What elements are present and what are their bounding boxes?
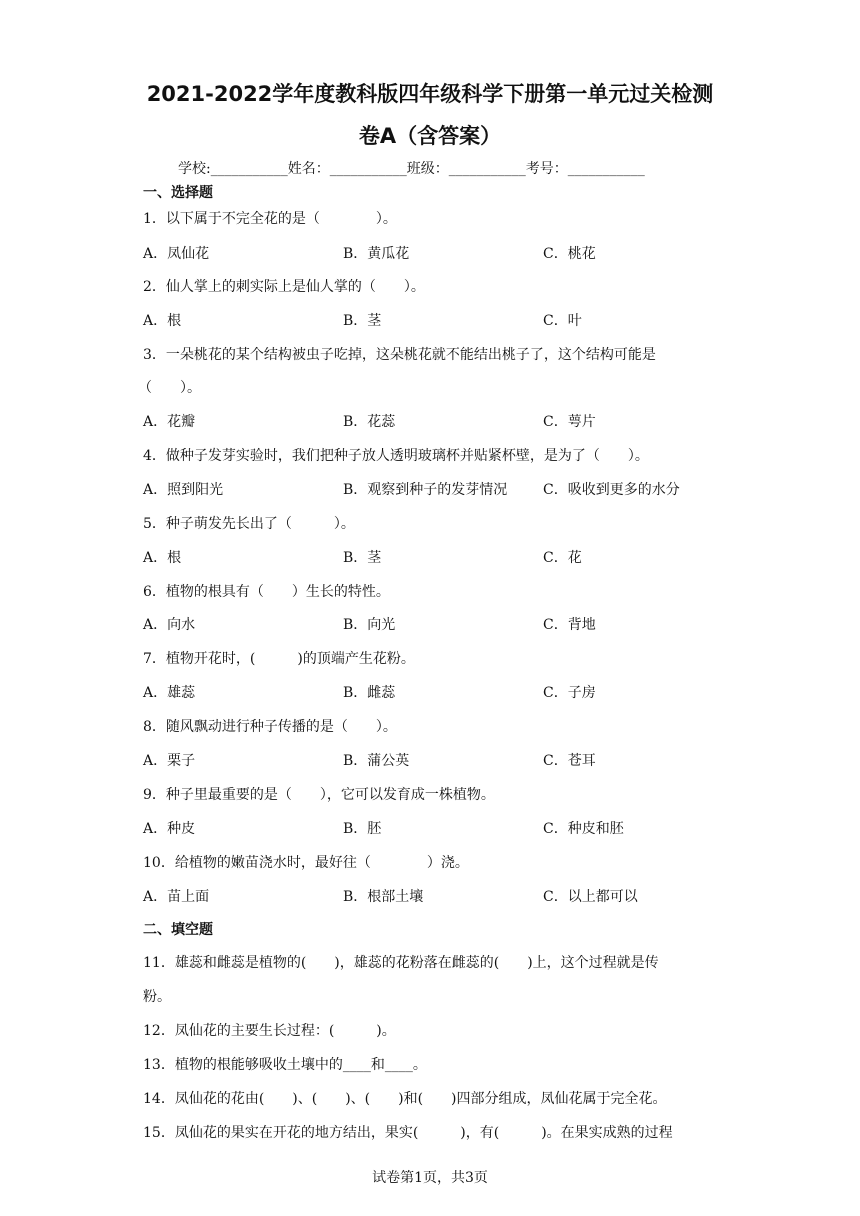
question-7-option-c: C．子房: [543, 685, 596, 701]
question-10-option-a: A．苗上面: [143, 889, 210, 905]
question-8-option-b: B．蒲公英: [343, 753, 410, 769]
page-footer: 试卷第1页，共3页: [372, 1170, 488, 1186]
question-3: 3．一朵桃花的某个结构被虫子吃掉，这朵桃花就不能结出桃子了，这个结构可能是: [143, 347, 656, 363]
question-3-continuation: （ ）。: [138, 380, 201, 396]
question-12: 12．凤仙花的主要生长过程：( )。: [143, 1023, 396, 1039]
question-9-option-a: A．种皮: [143, 821, 196, 837]
question-7: 7．植物开花时，( )的顶端产生花粉。: [143, 651, 415, 667]
question-6-option-c: C．背地: [543, 617, 596, 633]
question-6-option-b: B．向光: [343, 617, 396, 633]
question-8-option-a: A．栗子: [143, 753, 196, 769]
question-2-option-a: A．根: [143, 313, 182, 329]
question-11: 11．雄蕊和雌蕊是植物的( )，雄蕊的花粉落在雌蕊的( )上，这个过程就是传: [143, 955, 659, 971]
question-1-option-a: A．凤仙花: [143, 246, 210, 262]
question-8: 8．随风飘动进行种子传播的是（ ）。: [143, 719, 397, 735]
question-3-option-b: B．花蕊: [343, 414, 396, 430]
question-9-option-b: B．胚: [343, 821, 382, 837]
question-2-option-b: B．茎: [343, 313, 382, 329]
question-11-continuation: 粉。: [143, 989, 171, 1005]
question-10-option-c: C．以上都可以: [543, 889, 638, 905]
question-3-option-a: A．花瓣: [143, 414, 196, 430]
question-2-option-c: C．叶: [543, 313, 582, 329]
question-5: 5．种子萌发先长出了（ ）。: [143, 516, 355, 532]
question-5-option-a: A．根: [143, 550, 182, 566]
question-6-option-a: A．向水: [143, 617, 196, 633]
question-2: 2．仙人掌上的刺实际上是仙人掌的（ ）。: [143, 279, 425, 295]
student-info-line: 学校:___________姓名：___________班级：___________考号：___________: [178, 161, 645, 177]
section-heading-choice: 一、选择题: [143, 185, 213, 201]
question-3-option-c: C．萼片: [543, 414, 596, 430]
question-5-option-c: C．花: [543, 550, 582, 566]
exam-title-line1: 2021-2022学年度教科版四年级科学下册第一单元过关检测: [146, 82, 714, 106]
question-4-option-c: C．吸收到更多的水分: [543, 482, 680, 498]
question-14: 14．凤仙花的花由( )、( )、( )和( )四部分组成，凤仙花属于完全花。: [143, 1091, 667, 1107]
question-15: 15．凤仙花的果实在开花的地方结出，果实( )，有( )。在果实成熟的过程: [143, 1125, 673, 1141]
section-heading-fill: 二、填空题: [143, 922, 213, 938]
question-1: 1．以下属于不完全花的是（ ）。: [143, 211, 397, 227]
question-10-option-b: B．根部土壤: [343, 889, 424, 905]
question-7-option-b: B．雌蕊: [343, 685, 396, 701]
question-1-option-b: B．黄瓜花: [343, 246, 410, 262]
question-4-option-b: B．观察到种子的发芽情况: [343, 482, 508, 498]
exam-title-line2: 卷A（含答案）: [358, 124, 502, 148]
question-13: 13．植物的根能够吸收土壤中的____和____。: [143, 1057, 427, 1073]
question-5-option-b: B．茎: [343, 550, 382, 566]
question-1-option-c: C．桃花: [543, 246, 596, 262]
question-6: 6．植物的根具有（ ）生长的特性。: [143, 584, 390, 600]
question-4-option-a: A．照到阳光: [143, 482, 224, 498]
question-9: 9．种子里最重要的是（ ），它可以发育成一株植物。: [143, 787, 495, 803]
question-7-option-a: A．雄蕊: [143, 685, 196, 701]
question-8-option-c: C．苍耳: [543, 753, 596, 769]
question-10: 10．给植物的嫩苗浇水时，最好往（ ）浇。: [143, 855, 469, 871]
question-9-option-c: C．种皮和胚: [543, 821, 624, 837]
question-4: 4．做种子发芽实验时，我们把种子放人透明玻璃杯并贴紧杯壁，是为了（ ）。: [143, 448, 649, 464]
